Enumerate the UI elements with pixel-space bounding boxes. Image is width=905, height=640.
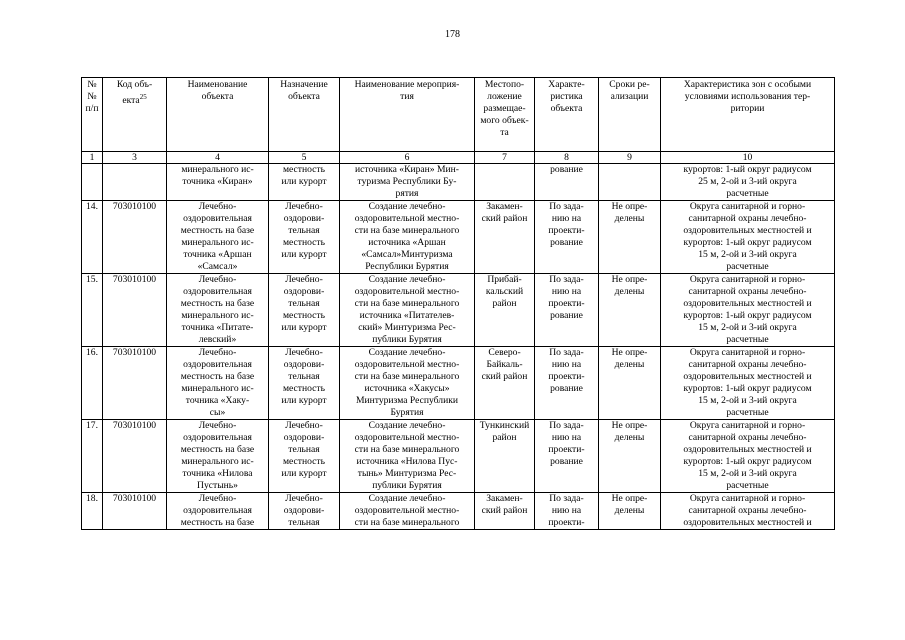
table-row (82, 347, 835, 420)
header-num: № № п/п (82, 78, 103, 152)
row-event: Создание лечебно- оздоровительной местно- сти на базе минерального (340, 493, 475, 530)
column-numbers-row (82, 152, 835, 164)
header-code-label: Код объ- екта (116, 79, 153, 107)
header-purpose: Назначение объекта (269, 78, 340, 152)
row-characteristic: По зада- нию на проекти- (535, 493, 599, 530)
row-zones: Округа санитарной и горно- санитарной охраны лечебно- оздоровительных местностей и курортов: 1-ый округ радиусом 15 м, 2-ой и 3-ий округа расчетные (661, 347, 835, 420)
table-row (82, 493, 835, 530)
row-purpose: Лечебно- оздорови- тельная местность или курорт (269, 347, 340, 420)
row-purpose: местность или курорт (269, 164, 340, 201)
row-num: 17. (82, 420, 103, 493)
row-location: Прибай- кальский район (475, 274, 535, 347)
row-purpose: Лечебно- оздорови- тельная (269, 493, 340, 530)
column-number: 10 (661, 152, 835, 164)
row-zones: Округа санитарной и горно- санитарной охраны лечебно- оздоровительных местностей и курортов: 1-ый округ радиусом 15 м, 2-ой и 3-ий округа расчетные (661, 201, 835, 274)
table-row (82, 164, 835, 201)
row-zones: Округа санитарной и горно- санитарной охраны лечебно- оздоровительных местностей и (661, 493, 835, 530)
row-location: Тункинский район (475, 420, 535, 493)
row-name: Лечебно- оздоровительная местность на базе минерального ис- точника «Нилова Пустынь» (167, 420, 269, 493)
column-number: 5 (269, 152, 340, 164)
column-number: 8 (535, 152, 599, 164)
column-number: 3 (103, 152, 167, 164)
header-location: Местопо- ложение размещае- мого объек- та (475, 78, 535, 152)
header-zones: Характеристика зон с особыми условиями использования тер- ритории (661, 78, 835, 152)
header-term: Сроки ре- ализации (599, 78, 661, 152)
row-term (599, 164, 661, 201)
table-row (82, 274, 835, 347)
column-number: 1 (82, 152, 103, 164)
header-name: Наименование объекта (167, 78, 269, 152)
row-num: 14. (82, 201, 103, 274)
table-header-row (82, 78, 835, 152)
footnote-ref: 25 (139, 93, 147, 101)
row-zones: Округа санитарной и горно- санитарной охраны лечебно- оздоровительных местностей и курортов: 1-ый округ радиусом 15 м, 2-ой и 3-ий округа расчетные (661, 420, 835, 493)
row-event: Создание лечебно- оздоровительной местно- сти на базе минерального источника «Нилова Пус- тынь» Минтуризма Рес- публики Бурятия (340, 420, 475, 493)
row-location: Северо- Байкаль- ский район (475, 347, 535, 420)
row-name: Лечебно- оздоровительная местность на базе (167, 493, 269, 530)
row-num: 15. (82, 274, 103, 347)
row-event: Создание лечебно- оздоровительной местно- сти на базе минерального источника «Питателев- ский» Минтуризма Рес- публики Бурятия (340, 274, 475, 347)
row-event: Создание лечебно- оздоровительной местно- сти на базе минерального источника «Хакусы» Минтуризма Республики Бурятия (340, 347, 475, 420)
row-num: 18. (82, 493, 103, 530)
table-row (82, 201, 835, 274)
row-code: 703010100 (103, 274, 167, 347)
row-location: Закамен- ский район (475, 201, 535, 274)
row-name: Лечебно- оздоровительная местность на базе минерального ис- точника «Хаку- сы» (167, 347, 269, 420)
row-location: Закамен- ский район (475, 493, 535, 530)
column-number: 7 (475, 152, 535, 164)
row-code: 703010100 (103, 201, 167, 274)
row-num: 16. (82, 347, 103, 420)
row-term: Не опре- делены (599, 420, 661, 493)
row-purpose: Лечебно- оздорови- тельная местность или курорт (269, 201, 340, 274)
row-characteristic: По зада- нию на проекти- рование (535, 347, 599, 420)
header-event: Наименование мероприя- тия (340, 78, 475, 152)
objects-table (81, 77, 835, 530)
row-code: 703010100 (103, 420, 167, 493)
row-code (103, 164, 167, 201)
row-num (82, 164, 103, 201)
row-term: Не опре- делены (599, 201, 661, 274)
row-code: 703010100 (103, 347, 167, 420)
header-code (103, 78, 167, 152)
header-characteristic: Характе- ристика объекта (535, 78, 599, 152)
row-characteristic: По зада- нию на проекти- рование (535, 274, 599, 347)
table-row (82, 420, 835, 493)
row-term: Не опре- делены (599, 274, 661, 347)
column-number: 6 (340, 152, 475, 164)
row-purpose: Лечебно- оздорови- тельная местность или курорт (269, 274, 340, 347)
row-characteristic: По зада- нию на проекти- рование (535, 201, 599, 274)
row-term: Не опре- делены (599, 493, 661, 530)
row-event: Создание лечебно- оздоровительной местно- сти на базе минерального источника «Аршан «Самсал»Минтуризма Республики Бурятия (340, 201, 475, 274)
row-purpose: Лечебно- оздорови- тельная местность или курорт (269, 420, 340, 493)
row-characteristic: рование (535, 164, 599, 201)
row-name: минерального ис- точника «Киран» (167, 164, 269, 201)
row-location (475, 164, 535, 201)
row-name: Лечебно- оздоровительная местность на базе минерального ис- точника «Питате- левский» (167, 274, 269, 347)
row-name: Лечебно- оздоровительная местность на базе минерального ис- точника «Аршан «Самсал» (167, 201, 269, 274)
row-term: Не опре- делены (599, 347, 661, 420)
row-code: 703010100 (103, 493, 167, 530)
column-number: 4 (167, 152, 269, 164)
column-number: 9 (599, 152, 661, 164)
page-number: 178 (445, 29, 460, 40)
row-event: источника «Киран» Мин- туризма Республики Бу- рятия (340, 164, 475, 201)
row-zones: курортов: 1-ый округ радиусом 25 м, 2-ой и 3-ий округа расчетные (661, 164, 835, 201)
row-characteristic: По зада- нию на проекти- рование (535, 420, 599, 493)
row-zones: Округа санитарной и горно- санитарной охраны лечебно- оздоровительных местностей и курортов: 1-ый округ радиусом 15 м, 2-ой и 3-ий округа расчетные (661, 274, 835, 347)
